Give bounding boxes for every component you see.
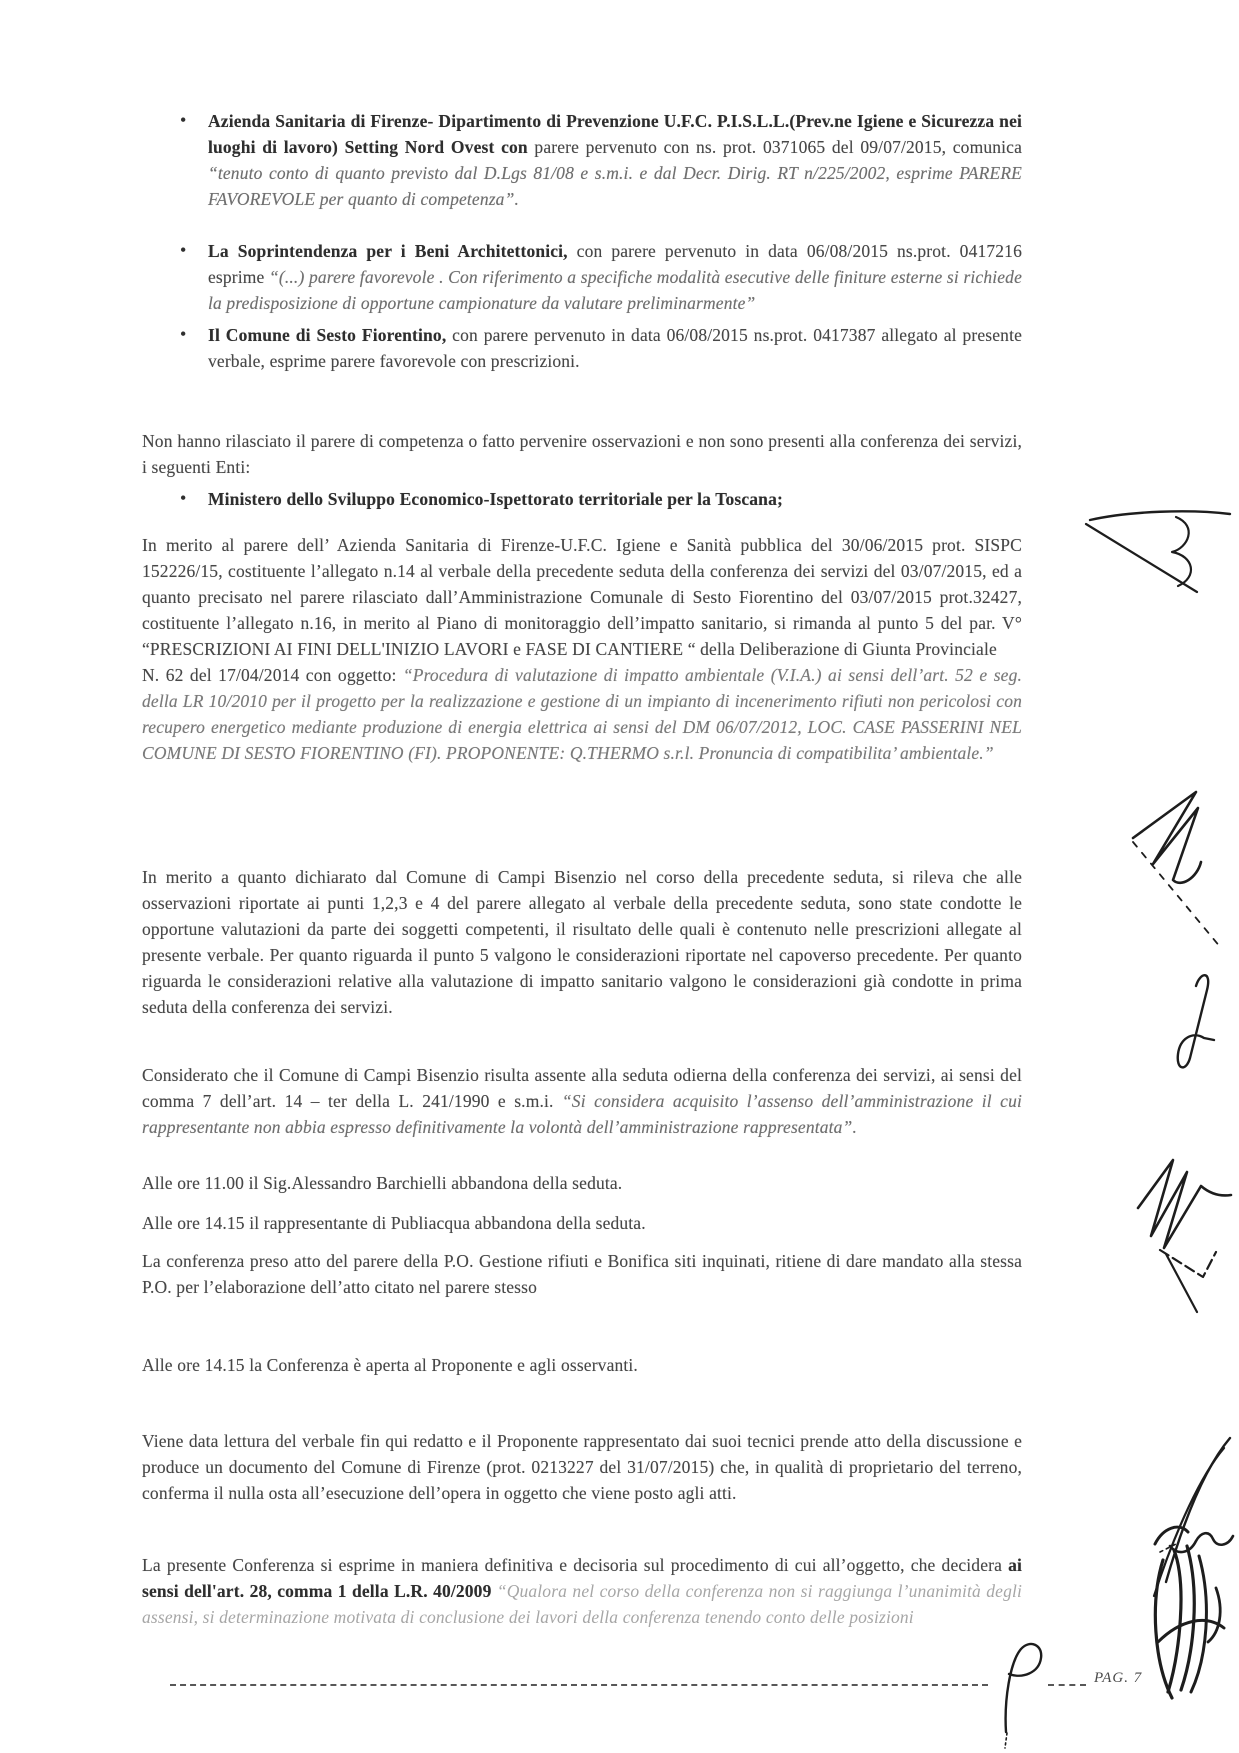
bullet-icon: •	[180, 324, 187, 344]
margin-check-diagonal	[1166, 1254, 1197, 1312]
list-item-comune-sesto	[142, 322, 1022, 374]
list-item-bold-lead: Il Comune di Sesto Fiorentino,	[208, 325, 447, 345]
margin-dashed-diagonal	[1133, 842, 1221, 948]
margin-scribble-arrow	[1090, 511, 1230, 520]
paragraph-text: La conferenza preso atto del parere della P.O. Gestione rifiuti e Bonifica siti inquinati, ritiene di dare mandato alla stessa P.O. per l’elaborazione dell’atto citato nel parere stesso	[142, 1251, 1022, 1297]
list-item-bold-lead: Azienda Sanitaria di Firenze- Dipartimento di Prevenzione U.F.C. P.I.S.L.L.(Prev.ne Igiene e Sicurezza nei luoghi di lavoro) Setting Nord Ovest con	[208, 111, 1022, 157]
paragraph-text: Considerato che il Comune di Campi Bisenzio risulta assente alla seduta odierna della conferenza dei servizi, ai sensi del comma 7 dell’art. 14 – ter della L. 241/1990 e s.m.i.	[142, 1065, 1022, 1111]
signature-stroke-6	[1158, 1620, 1224, 1642]
list-item-text: parere pervenuto con ns. prot. 0371065 del 09/07/2015, comunica	[527, 137, 1022, 157]
paragraph-text: In merito a quanto dichiarato dal Comune di Campi Bisenzio nel corso della precedente seduta, si rileva che alle osservazioni riportate ai punti 1,2,3 e 4 del parere allegato al verbale della precedente seduta, sono state condotte le opportune valutazioni da parte dei soggetti competenti, il risultato delle quali è contenuto nelle prescrizioni allegate al presente verbale. Per quanto riguarda il punto 5 valgono le considerazioni riportate nel capoverso precedente. Per quanto riguarda le considerazioni relative alla valutazione di impatto sanitario valgono le considerazioni già condotte in prima seduta della conferenza dei servizi.	[142, 867, 1022, 1017]
paragraph-decisione-finale	[142, 1552, 1022, 1630]
bullet-icon: •	[180, 488, 187, 508]
paragraph-enti-assenti	[142, 428, 1022, 480]
footer-dashed-line	[170, 1684, 988, 1686]
margin-initial-f	[1178, 975, 1214, 1067]
paragraph-text: La presente Conferenza si esprime in maniera definitiva e decisoria sul procedimento di cui all’oggetto, che decidera	[142, 1555, 1009, 1575]
signature-stroke-4	[1181, 1546, 1194, 1690]
margin-squiggle-dots	[1160, 1544, 1176, 1552]
margin-scribble-arrow-diagonal	[1086, 524, 1197, 592]
list-item-bold-lead: La Soprintendenza per i Beni Architettonici,	[208, 241, 568, 261]
paragraph-quote: “Si considera acquisito l’assenso dell’amministrazione il cui rappresentante non abbia espresso definitivamente la volontà dell’amministrazione rappresentata”.	[142, 1091, 1022, 1137]
paragraph-ore-1100	[142, 1170, 1022, 1196]
paragraph-bold: ai sensi dell'art. 28, comma 1 della L.R. 40/2009	[142, 1555, 1022, 1601]
paragraph-text: Viene data lettura del verbale fin qui redatto e il Proponente rappresentato dai suoi tecnici prende atto della discussione e produce un documento del Comune di Firenze (prot. 0213227 del 31/07/2015) che, in qualità di proprietario del terreno, conferma il nulla osta all’esecuzione dell’opera in oggetto che viene posto agli atti.	[142, 1431, 1022, 1503]
bullet-icon: •	[180, 240, 187, 260]
paragraph-text: In merito al parere dell’ Azienda Sanitaria di Firenze-U.F.C. Igiene e Sanità pubblica del 30/06/2015 prot. SISPC 152226/15, costituente l’allegato n.14 al verbale della precedente seduta della conferenza dei servizi del 03/07/2015, ed a quanto precisato nel parere rilasciato dall’Amministrazione Comunale di Sesto Fiorentino del 03/07/2015 prot.32427, costituente l’allegato n.16, in merito al Piano di monitoraggio dell’impatto sanitario, si rimanda al punto 5 del par. V° “PRESCRIZIONI AI FINI DELL'INIZIO LAVORI e FASE DI CANTIERE “ della Deliberazione di Giunta Provinciale	[142, 535, 1022, 659]
paragraph-text: Alle ore 14.15 il rappresentante di Publiacqua abbandona della seduta.	[142, 1213, 646, 1233]
paragraph-delibera	[142, 662, 1022, 766]
delibera-quote: “Procedura di valutazione di impatto ambientale (V.I.A.) ai sensi dell’art. 52 e seg. della LR 10/2010 per il progetto per la realizzazione e gestione di un impianto di incenerimento rifiuti non pericolosi con recupero energetico mediante produzione di energia elettrica ai sensi del DM 06/07/2012, LOC. CASE PASSERINI NEL COMUNE DI SESTO FIORENTINO (FI). PROPONENTE: Q.THERMO s.r.l. Pronuncia di compatibilita’ ambientale.”	[142, 665, 1022, 763]
paragraph-text: Non hanno rilasciato il parere di competenza o fatto pervenire osservazioni e non sono presenti alla conferenza dei servizi, i seguenti Enti:	[142, 431, 1022, 477]
paragraph-considerato	[142, 1062, 1022, 1140]
margin-initials-1	[1133, 792, 1201, 883]
paragraph-lettura-verbale	[142, 1428, 1022, 1506]
list-item-soprintendenza	[142, 238, 1022, 316]
margin-squiggle	[1170, 1533, 1233, 1552]
list-item-quote: “tenuto conto di quanto previsto dal D.Lgs 81/08 e s.m.i. e dal Decr. Dirig. RT n/225/2002, esprime PARERE FAVOREVOLE per quanto di competenza”.	[208, 163, 1022, 209]
signature-stroke-3	[1168, 1550, 1181, 1692]
margin-scribble-curl	[1172, 517, 1191, 586]
page-number: PAG. 7	[1094, 1670, 1143, 1686]
delibera-label: N. 62 del 17/04/2014 con oggetto:	[142, 665, 403, 685]
bullet-icon: •	[180, 110, 187, 130]
list-item-text: con parere pervenuto in data 06/08/2015 ns.prot. 0417387 allegato al presente verbale, esprime parere favorevole con prescrizioni.	[208, 325, 1022, 371]
list-item-quote: “(...) parere favorevole . Con riferimento a specifiche modalità esecutive delle finiture esterne si richiede la predisposizione di opportune campionature da valutare preliminarmente”	[208, 267, 1022, 313]
paragraph-text: Alle ore 11.00 il Sig.Alessandro Barchielli abbandona della seduta.	[142, 1173, 623, 1193]
paragraph-parere-asl	[142, 532, 1022, 766]
margin-curve-1	[1166, 1438, 1230, 1582]
margin-initials-2	[1138, 1160, 1231, 1248]
signature-stroke-2	[1155, 1527, 1188, 1544]
paragraph-conferenza-aperta	[142, 1352, 1022, 1378]
margin-curve-2	[1154, 1448, 1224, 1596]
paragraph-mandato-po	[142, 1248, 1022, 1300]
list-item-ministero	[142, 486, 1022, 512]
list-item-azienda-sanitaria	[142, 108, 1022, 212]
paragraph-text: Alle ore 14.15 la Conferenza è aperta al Proponente e agli osservanti.	[142, 1355, 638, 1375]
margin-check-mark	[1160, 1250, 1216, 1277]
footer-initial-p-tail	[1005, 1733, 1007, 1748]
list-item-bold-lead: Ministero dello Sviluppo Economico-Ispettorato territoriale per la Toscana;	[208, 489, 783, 509]
footer-dashed-line-short	[1048, 1684, 1086, 1686]
list-item-text: con parere pervenuto in data 06/08/2015 ns.prot. 0417216 esprime	[208, 241, 1022, 287]
paragraph-ore-1415	[142, 1210, 1022, 1236]
paragraph-quote: “Qualora nel corso della conferenza non si raggiunga l’unanimità degli assensi, si determinazione motivata di conclusione dei lavori della conferenza tenendo conto delle posizioni	[142, 1581, 1022, 1627]
signature-stroke-5	[1191, 1556, 1206, 1692]
signature-stroke-7	[1208, 1588, 1220, 1642]
signature-stroke-1	[1155, 1560, 1172, 1698]
footer-initial-p	[1006, 1644, 1042, 1732]
paragraph-campi-bisenzio	[142, 864, 1022, 1020]
